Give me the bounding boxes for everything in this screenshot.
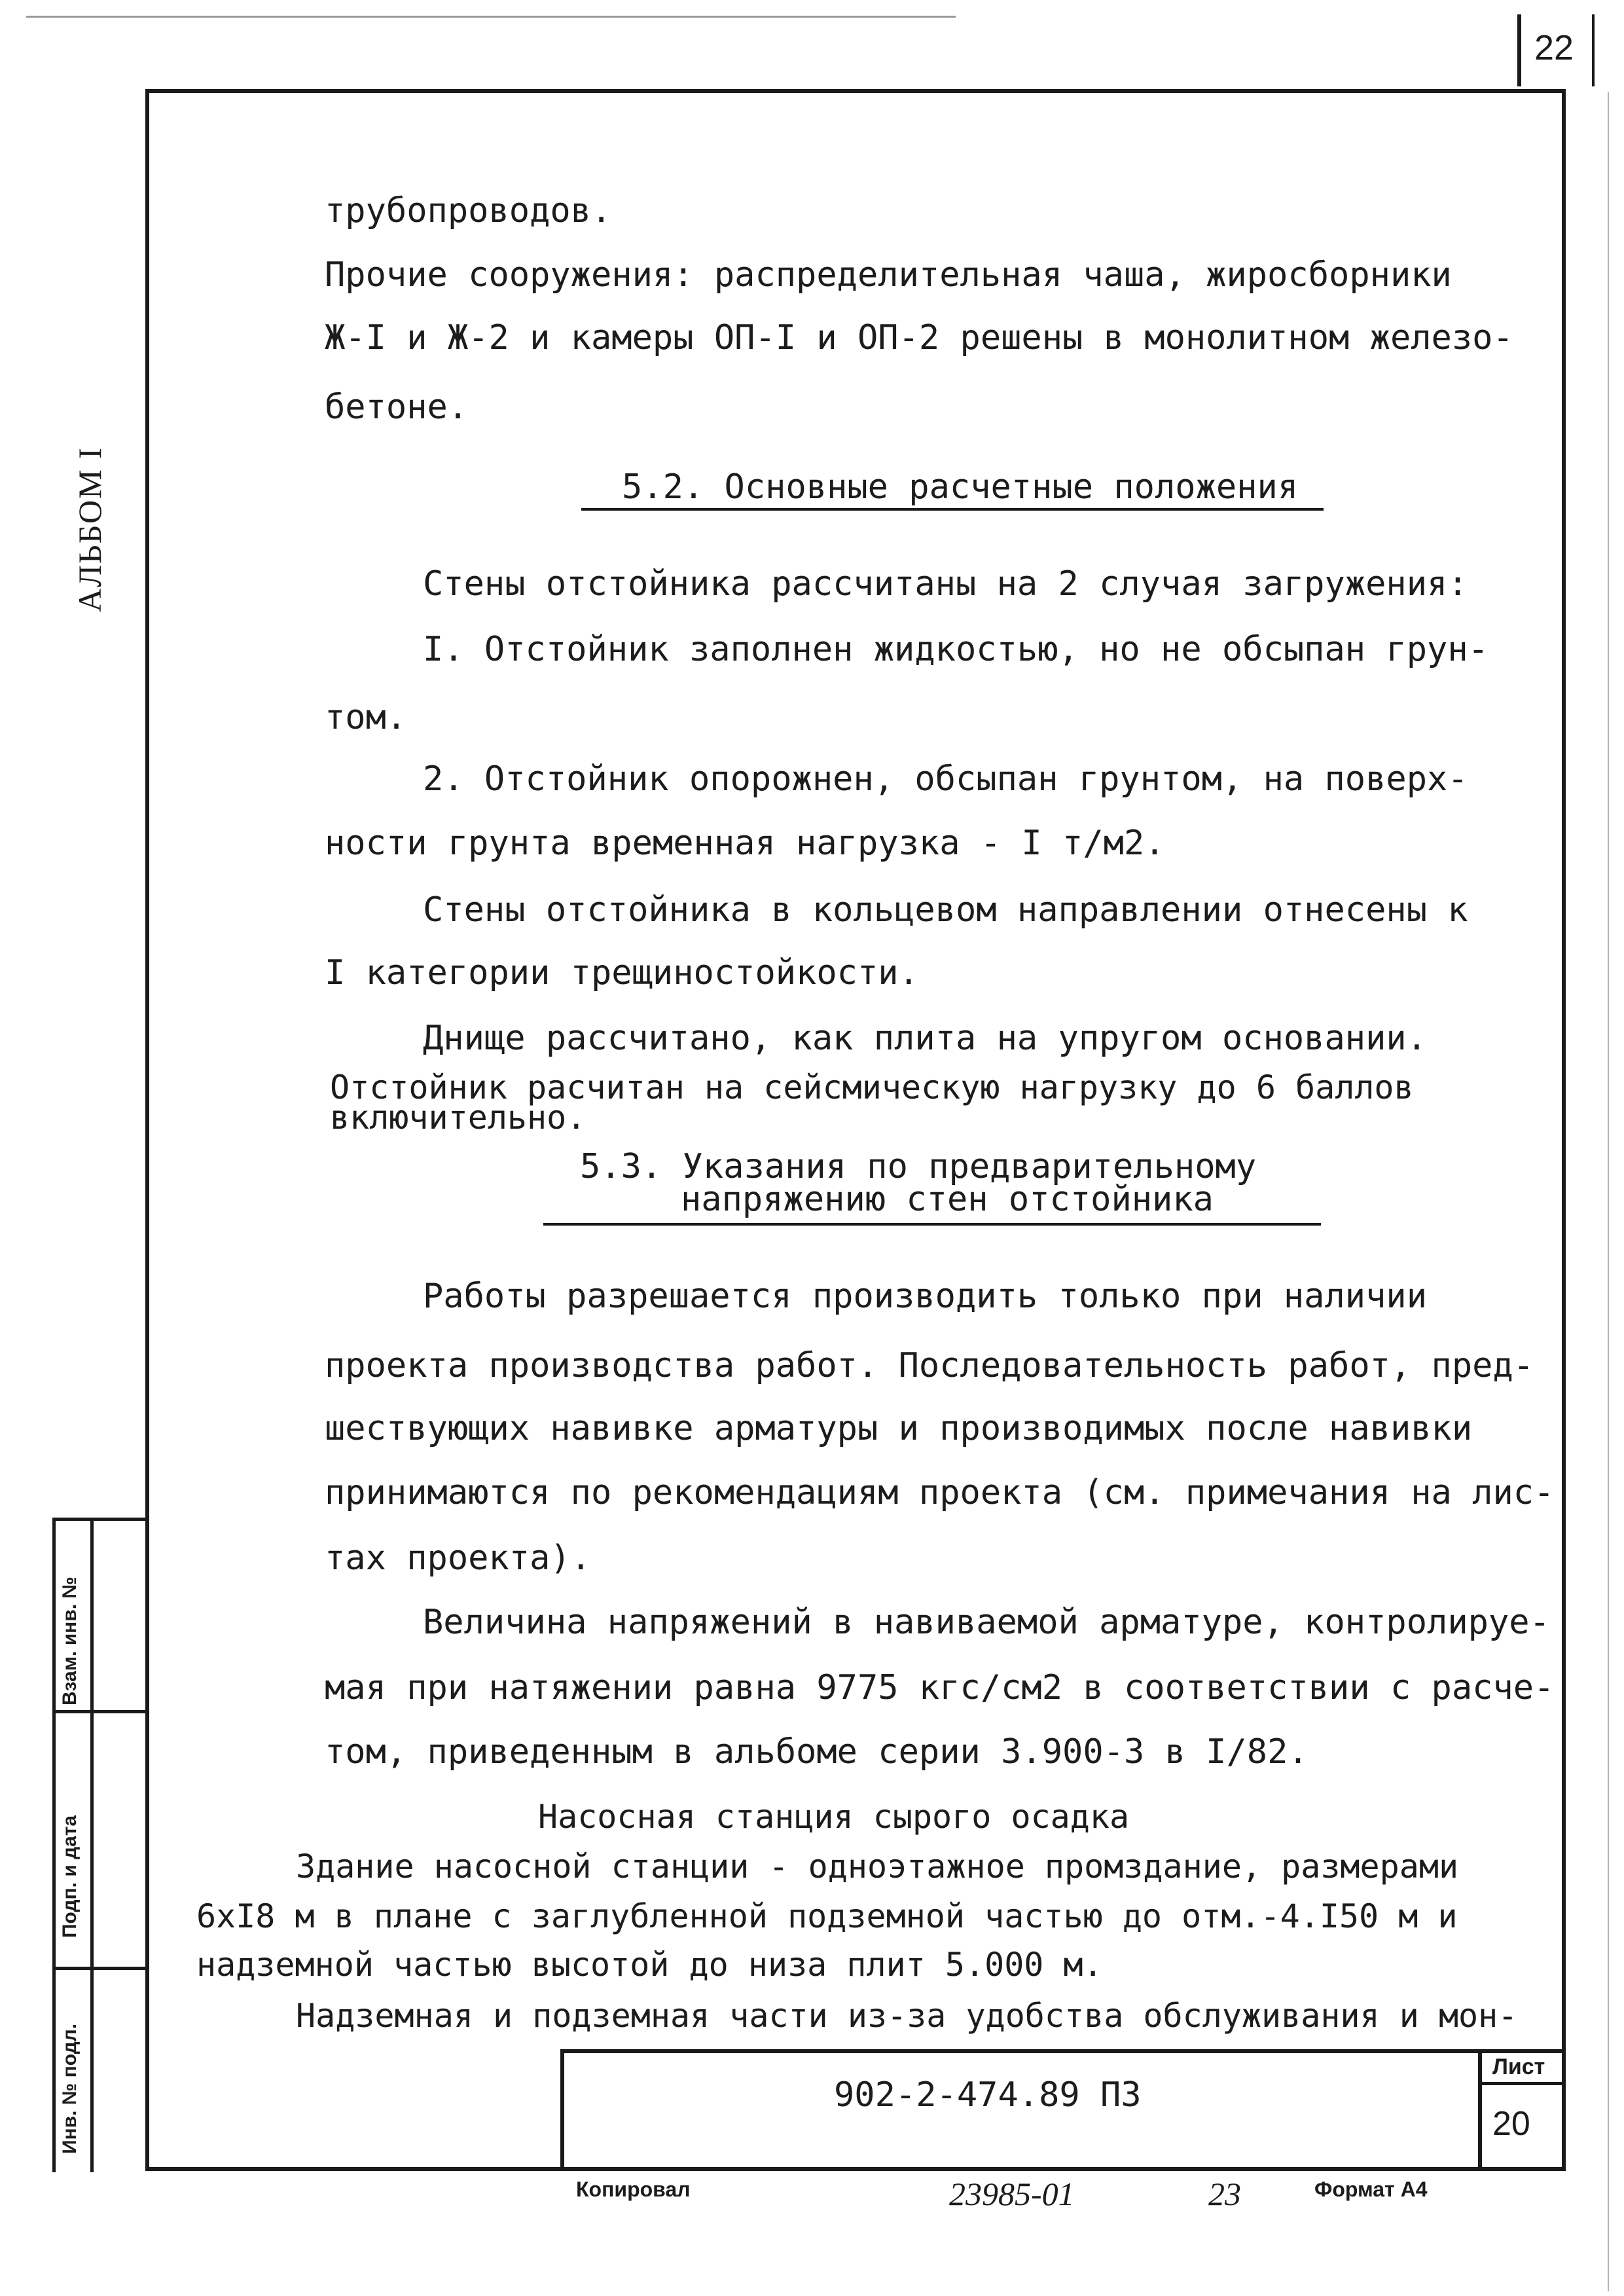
p9-line1: Работы разрешается производить только при наличии bbox=[423, 1277, 1428, 1316]
p10-line1: Величина напряжений в навиваемой арматуре, контролируе- bbox=[423, 1603, 1550, 1642]
p9-line3: шествующих навивке арматуры и производимых после навивки bbox=[325, 1409, 1473, 1448]
side-stamp-top-line bbox=[52, 1518, 145, 1521]
format-label: Формат А4 bbox=[1314, 2178, 1428, 2201]
p5-line1: 2. Отстойник опорожнен, обсыпан грунтом, на поверх- bbox=[423, 759, 1468, 799]
corner-number-box bbox=[1517, 14, 1595, 86]
podp-data-label: Подп. и дата bbox=[59, 1815, 81, 1938]
section-5-3-underline bbox=[543, 1223, 1321, 1226]
vzam-inv-label: Взам. инв. № bbox=[59, 1576, 81, 1705]
p2-line2: Ж-I и Ж-2 и камеры ОП-I и ОП-2 решены в монолитном железо- bbox=[325, 318, 1513, 357]
p8-line2: включительно. bbox=[330, 1099, 586, 1137]
copy-page-number: 23 bbox=[1208, 2176, 1241, 2212]
p8-line1: Отстойник расчитан на сейсмическую нагрузку до 6 баллов bbox=[330, 1068, 1414, 1106]
p1-line1: трубопроводов. bbox=[325, 191, 612, 230]
album-label: АЛЬБОМ I bbox=[71, 446, 108, 612]
side-stamp-outer-line bbox=[52, 1518, 56, 2172]
section-5-3-heading-line2: напряжению стен отстойника bbox=[681, 1180, 1214, 1219]
copied-label: Копировал bbox=[576, 2178, 691, 2201]
p6-line2: I категории трещиностойкости. bbox=[325, 953, 919, 993]
p4-line1: I. Отстойник заполнен жидкостью, но не обсыпан грун- bbox=[423, 630, 1489, 669]
pump-station-heading: Насосная станция сырого осадка bbox=[538, 1798, 1130, 1836]
title-block-divider bbox=[1478, 2049, 1482, 2171]
p9-line2: проекта производства работ. Последовательность работ, пред- bbox=[325, 1346, 1534, 1385]
p11-line3: надземной частью высотой до низа плит 5.000 м. bbox=[196, 1946, 1103, 1984]
section-5-3-heading-line1: 5.3. Указания по предварительному bbox=[580, 1147, 1257, 1186]
section-5-2-underline bbox=[581, 508, 1324, 511]
p11-line1: Здание насосной станции - одноэтажное промздание, размерами bbox=[296, 1848, 1459, 1886]
side-stamp-div1 bbox=[52, 1710, 145, 1713]
title-block-sheet-divider bbox=[1478, 2082, 1566, 2085]
p9-line5: тах проекта). bbox=[325, 1539, 591, 1578]
sheet-number: 20 bbox=[1492, 2105, 1530, 2143]
p2-line3: бетоне. bbox=[325, 388, 469, 427]
p12-line1: Надземная и подземная части из-за удобства обслуживания и мон- bbox=[296, 1997, 1518, 2035]
p6-line1: Стены отстойника в кольцевом направлении отнесены к bbox=[423, 890, 1468, 930]
p9-line4: принимаются по рекомендациям проекта (см. примечания на лис- bbox=[325, 1473, 1555, 1512]
side-stamp-div2 bbox=[52, 1967, 145, 1970]
p11-line2: 6xI8 м в плане с заглубленной подземной частью до отм.-4.I50 м и bbox=[196, 1897, 1458, 1935]
p7-line1: Днище рассчитано, как плита на упругом основании. bbox=[423, 1019, 1428, 1058]
p4-line2: том. bbox=[325, 698, 407, 737]
order-number: 23985-01 bbox=[949, 2176, 1075, 2212]
p2-line1: Прочие сооружения: распределительная чаша, жиросборники bbox=[325, 255, 1452, 295]
doc-code: 902-2-474.89 ПЗ bbox=[834, 2075, 1142, 2115]
sheet-label: Лист bbox=[1492, 2054, 1545, 2079]
section-5-2-heading: 5.2. Основные расчетные положения bbox=[622, 467, 1299, 507]
corner-page-number: 22 bbox=[1534, 28, 1574, 67]
top-edge-line bbox=[26, 16, 956, 18]
side-stamp-inner-line bbox=[90, 1518, 94, 2172]
inv-podl-label: Инв. № подл. bbox=[59, 2023, 81, 2154]
right-edge-line bbox=[1608, 92, 1609, 2291]
p10-line3: том, приведенным в альбоме серии 3.900-3 в I/82. bbox=[325, 1732, 1308, 1772]
p5-line2: ности грунта временная нагрузка - I т/м2. bbox=[325, 824, 1165, 863]
p3-line1: Стены отстойника рассчитаны на 2 случая загружения: bbox=[423, 564, 1468, 604]
p10-line2: мая при натяжении равна 9775 кгс/см2 в соответствии с расче- bbox=[325, 1668, 1555, 1707]
